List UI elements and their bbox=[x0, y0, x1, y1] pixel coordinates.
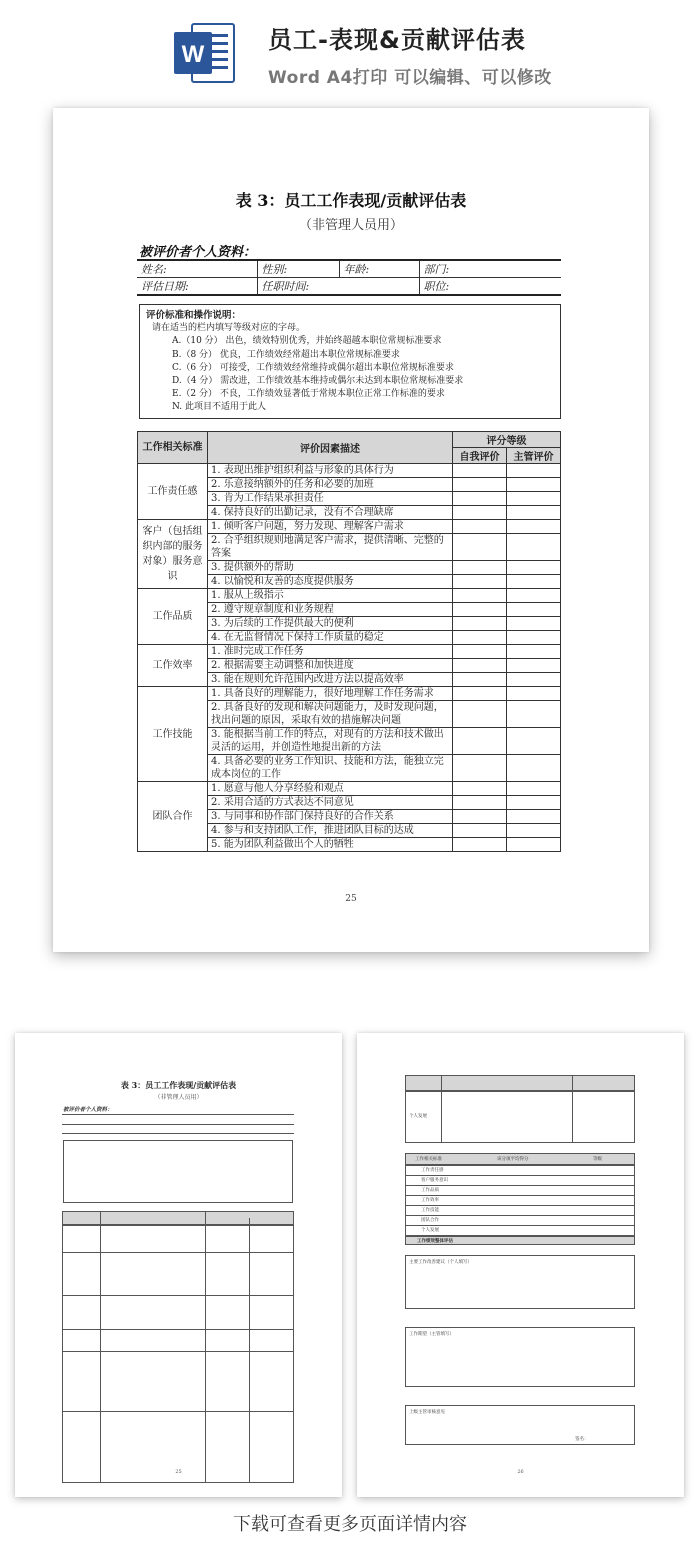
word-icon-letter: W bbox=[181, 41, 205, 68]
criteria-item: C.（6 分） 可接受，工作绩效经常维持或偶尔超出本职位常规标准要求 bbox=[172, 362, 454, 373]
manager-score-cell[interactable] bbox=[507, 589, 561, 603]
table-row bbox=[138, 687, 561, 701]
self-score-cell[interactable] bbox=[453, 782, 507, 796]
footer-download-hint[interactable]: 下载可查看更多页面详情内容 bbox=[233, 1514, 467, 1535]
thumb-line bbox=[62, 1351, 294, 1352]
description-cell: 1. 愿意与他人分享经验和观点 bbox=[208, 782, 453, 796]
self-score-cell[interactable] bbox=[453, 617, 507, 631]
thumb-line bbox=[62, 1411, 294, 1412]
manager-score-cell[interactable] bbox=[507, 561, 561, 575]
self-score-cell[interactable] bbox=[453, 838, 507, 852]
thumb-table-body bbox=[62, 1225, 294, 1483]
self-score-cell[interactable] bbox=[453, 701, 507, 728]
manager-score-cell[interactable] bbox=[507, 464, 561, 478]
thumb-summary-row-label: 工作责任感 bbox=[421, 1168, 444, 1173]
thumb-line bbox=[62, 1252, 294, 1253]
info-cell: 姓名: bbox=[137, 260, 257, 278]
description-cell: 3. 能在规则允许范围内改进方法以提高效率 bbox=[208, 673, 453, 687]
thumb-box-label: 工作期望（主管填写） bbox=[409, 1332, 454, 1337]
thumb-line bbox=[572, 1075, 573, 1143]
document-subtitle: （非管理人员用） bbox=[298, 218, 403, 233]
manager-score-cell[interactable] bbox=[507, 701, 561, 728]
manager-score-cell[interactable] bbox=[507, 838, 561, 852]
self-score-cell[interactable] bbox=[453, 673, 507, 687]
manager-score-cell[interactable] bbox=[507, 673, 561, 687]
manager-score-cell[interactable] bbox=[507, 520, 561, 534]
evaluation-table bbox=[137, 431, 561, 852]
manager-score-cell[interactable] bbox=[507, 506, 561, 520]
description-cell: 1. 准时完成工作任务 bbox=[208, 645, 453, 659]
thumb-title: 表 3：员工工作表现/贡献评估表 bbox=[120, 1080, 237, 1090]
criteria-item: E.（2 分） 不良，工作绩效显著低于常规本职位正常工作标准的要求 bbox=[172, 389, 445, 400]
personal-info-table bbox=[137, 259, 561, 296]
thumb-box-label: 主要工作改善建议（个人填写） bbox=[409, 1260, 472, 1265]
self-score-cell[interactable] bbox=[453, 478, 507, 492]
page-title: 员工-表现&贡献评估表 bbox=[268, 26, 526, 54]
thumb-summary-row-label: 团队合作 bbox=[421, 1218, 439, 1223]
thumb-summary-row-label: 工作技能 bbox=[421, 1208, 439, 1213]
thumb-summary-col: 该分项平均得分 bbox=[497, 1157, 529, 1162]
description-cell: 1. 表现出维护组织利益与形象的具体行为 bbox=[208, 464, 453, 478]
info-cell: 部门: bbox=[419, 260, 561, 278]
thumb-page-number: 26 bbox=[517, 1469, 524, 1475]
thumb-line bbox=[405, 1185, 635, 1186]
self-score-cell[interactable] bbox=[453, 659, 507, 673]
criteria-item: D.（4 分） 需改进，工作绩效基本维持或偶尔未达到本职位常规标准要求 bbox=[172, 376, 464, 387]
document-preview-page bbox=[53, 108, 649, 952]
thumbnail-page-2[interactable] bbox=[357, 1033, 684, 1497]
description-cell: 3. 提供额外的帮助 bbox=[208, 561, 453, 575]
thumb-line bbox=[405, 1215, 635, 1216]
manager-score-cell[interactable] bbox=[507, 782, 561, 796]
manager-score-cell[interactable] bbox=[507, 617, 561, 631]
col-header-self: 自我评价 bbox=[453, 448, 507, 464]
description-cell: 1. 服从上级指示 bbox=[208, 589, 453, 603]
self-score-cell[interactable] bbox=[453, 520, 507, 534]
manager-score-cell[interactable] bbox=[507, 810, 561, 824]
self-score-cell[interactable] bbox=[453, 603, 507, 617]
thumb-subtitle: （非管理人员用） bbox=[154, 1094, 203, 1101]
thumb-box-label: 上级主管审核意见 bbox=[409, 1410, 445, 1415]
evaluation-body bbox=[138, 464, 561, 852]
info-row bbox=[137, 260, 561, 278]
manager-score-cell[interactable] bbox=[507, 687, 561, 701]
description-cell: 3. 肯为工作结果承担责任 bbox=[208, 492, 453, 506]
self-score-cell[interactable] bbox=[453, 810, 507, 824]
self-score-cell[interactable] bbox=[453, 796, 507, 810]
description-cell: 2. 具备良好的发现和解决问题能力，及时发现问题，找出问题的原因，采取有效的措施解决问题 bbox=[208, 701, 453, 728]
manager-score-cell[interactable] bbox=[507, 824, 561, 838]
self-score-cell[interactable] bbox=[453, 575, 507, 589]
description-cell: 5. 能为团队利益做出个人的牺牲 bbox=[208, 838, 453, 852]
thumbnail-page-1[interactable] bbox=[15, 1033, 342, 1497]
description-cell: 2. 遵守规章制度和业务规程 bbox=[208, 603, 453, 617]
description-cell: 4. 以愉悦和友善的态度提供服务 bbox=[208, 575, 453, 589]
info-cell: 职位: bbox=[419, 278, 561, 296]
self-score-cell[interactable] bbox=[453, 645, 507, 659]
self-score-cell[interactable] bbox=[453, 506, 507, 520]
description-cell: 1. 倾听客户问题，努力发现、理解客户需求 bbox=[208, 520, 453, 534]
thumb-summary-row-label: 客户服务意识 bbox=[421, 1178, 448, 1183]
criteria-item: N. 此项目不适用于此人 bbox=[172, 402, 267, 413]
self-score-cell[interactable] bbox=[453, 728, 507, 755]
col-header-description: 评价因素描述 bbox=[208, 432, 453, 464]
self-score-cell[interactable] bbox=[453, 464, 507, 478]
manager-score-cell[interactable] bbox=[507, 645, 561, 659]
description-cell: 4. 保持良好的出勤记录，没有不合理缺席 bbox=[208, 506, 453, 520]
info-cell: 性别: bbox=[257, 260, 339, 278]
thumb-info-heading: 被评价者个人资料： bbox=[63, 1107, 113, 1113]
category-cell: 客户（包括组织内部的服务对象）服务意识 bbox=[138, 520, 208, 589]
category-cell: 团队合作 bbox=[138, 782, 208, 852]
manager-score-cell[interactable] bbox=[507, 728, 561, 755]
description-cell: 3. 与同事和协作部门保持良好的合作关系 bbox=[208, 810, 453, 824]
thumb-line bbox=[62, 1124, 294, 1125]
thumb-criteria-box bbox=[63, 1140, 293, 1203]
manager-score-cell[interactable] bbox=[507, 478, 561, 492]
self-score-cell[interactable] bbox=[453, 824, 507, 838]
thumb-personal-dev: 个人发展 bbox=[409, 1114, 427, 1119]
info-cell: 任职时间: bbox=[257, 278, 419, 296]
description-cell: 4. 参与和支持团队工作，推进团队目标的达成 bbox=[208, 824, 453, 838]
self-score-cell[interactable] bbox=[453, 755, 507, 782]
description-cell: 2. 合乎组织规则地满足客户需求，提供清晰、完整的答案 bbox=[208, 534, 453, 561]
category-cell: 工作品质 bbox=[138, 589, 208, 645]
description-cell: 3. 为后续的工作提供最大的便利 bbox=[208, 617, 453, 631]
info-cell: 年龄: bbox=[339, 260, 419, 278]
col-header-manager: 主管评价 bbox=[507, 448, 561, 464]
criteria-item: A.（10 分） 出色，绩效特别优秀，并始终超越本职位常规标准要求 bbox=[172, 336, 442, 347]
criteria-box bbox=[139, 304, 561, 419]
info-heading: 被评价者个人资料： bbox=[139, 245, 257, 260]
info-cell: 评估日期: bbox=[137, 278, 257, 296]
self-score-cell[interactable] bbox=[453, 631, 507, 645]
page-number: 25 bbox=[345, 894, 357, 904]
page-subtitle: Word A4打印 可以编辑、可以修改 bbox=[268, 68, 552, 88]
thumb-line bbox=[62, 1295, 294, 1296]
criteria-item: B.（8 分） 优良，工作绩效经常超出本职位常规标准要求 bbox=[172, 349, 400, 360]
self-score-cell[interactable] bbox=[453, 687, 507, 701]
table-row bbox=[138, 645, 561, 659]
thumb-line bbox=[405, 1195, 635, 1196]
table-row bbox=[138, 782, 561, 796]
thumb-table-header bbox=[405, 1075, 635, 1091]
table-row bbox=[138, 520, 561, 534]
manager-score-cell[interactable] bbox=[507, 534, 561, 561]
self-score-cell[interactable] bbox=[453, 561, 507, 575]
thumb-line bbox=[405, 1175, 635, 1176]
criteria-heading: 评价标准和操作说明： bbox=[146, 310, 242, 321]
description-cell: 4. 具备必要的业务工作知识、技能和方法，能独立完成本岗位的工作 bbox=[208, 755, 453, 782]
manager-score-cell[interactable] bbox=[507, 796, 561, 810]
self-score-cell[interactable] bbox=[453, 589, 507, 603]
manager-score-cell[interactable] bbox=[507, 659, 561, 673]
description-cell: 4. 在无监督情况下保持工作质量的稳定 bbox=[208, 631, 453, 645]
thumb-summary-col: 等级 bbox=[593, 1157, 602, 1162]
manager-score-cell[interactable] bbox=[507, 575, 561, 589]
description-cell: 1. 具备良好的理解能力，很好地理解工作任务需求 bbox=[208, 687, 453, 701]
criteria-intro: 请在适当的栏内填写等级对应的字母。 bbox=[152, 323, 306, 334]
description-cell: 2. 采用合适的方式表达不同意见 bbox=[208, 796, 453, 810]
category-cell: 工作责任感 bbox=[138, 464, 208, 520]
thumb-summary-row-label: 工作品质 bbox=[421, 1188, 439, 1193]
thumb-total-label: 工作绩效整体评估 bbox=[417, 1239, 453, 1244]
description-cell: 2. 乐意接纳额外的任务和必要的加班 bbox=[208, 478, 453, 492]
manager-score-cell[interactable] bbox=[507, 631, 561, 645]
header bbox=[0, 0, 700, 95]
word-document-icon bbox=[172, 20, 238, 86]
thumb-summary-row-label: 工作效率 bbox=[421, 1198, 439, 1203]
thumb-table-body bbox=[405, 1091, 635, 1143]
thumb-summary-col: 工作相关标准 bbox=[415, 1157, 442, 1162]
manager-score-cell[interactable] bbox=[507, 603, 561, 617]
info-row bbox=[137, 278, 561, 296]
category-cell: 工作技能 bbox=[138, 687, 208, 782]
thumb-line bbox=[441, 1075, 442, 1143]
col-header-category: 工作相关标准 bbox=[138, 432, 208, 464]
document-title: 表 3：员工工作表现/贡献评估表 bbox=[235, 191, 467, 210]
manager-score-cell[interactable] bbox=[507, 755, 561, 782]
thumb-line bbox=[405, 1225, 635, 1226]
thumb-line bbox=[62, 1329, 294, 1330]
table-row bbox=[138, 589, 561, 603]
description-cell: 2. 根据需要主动调整和加快进度 bbox=[208, 659, 453, 673]
col-header-score: 评分等级 bbox=[453, 432, 561, 448]
table-row bbox=[138, 464, 561, 478]
thumb-table-header bbox=[62, 1211, 294, 1225]
description-cell: 3. 能根据当前工作的特点，对现有的方法和技术做出灵活的运用，并创造性地提出新的方法 bbox=[208, 728, 453, 755]
thumb-line bbox=[405, 1205, 635, 1206]
thumb-page-number: 25 bbox=[175, 1469, 182, 1475]
category-cell: 工作效率 bbox=[138, 645, 208, 687]
manager-score-cell[interactable] bbox=[507, 492, 561, 506]
self-score-cell[interactable] bbox=[453, 492, 507, 506]
thumb-signature: 签名： bbox=[575, 1437, 589, 1442]
thumb-summary-row-label: 个人发展 bbox=[421, 1228, 439, 1233]
self-score-cell[interactable] bbox=[453, 534, 507, 561]
